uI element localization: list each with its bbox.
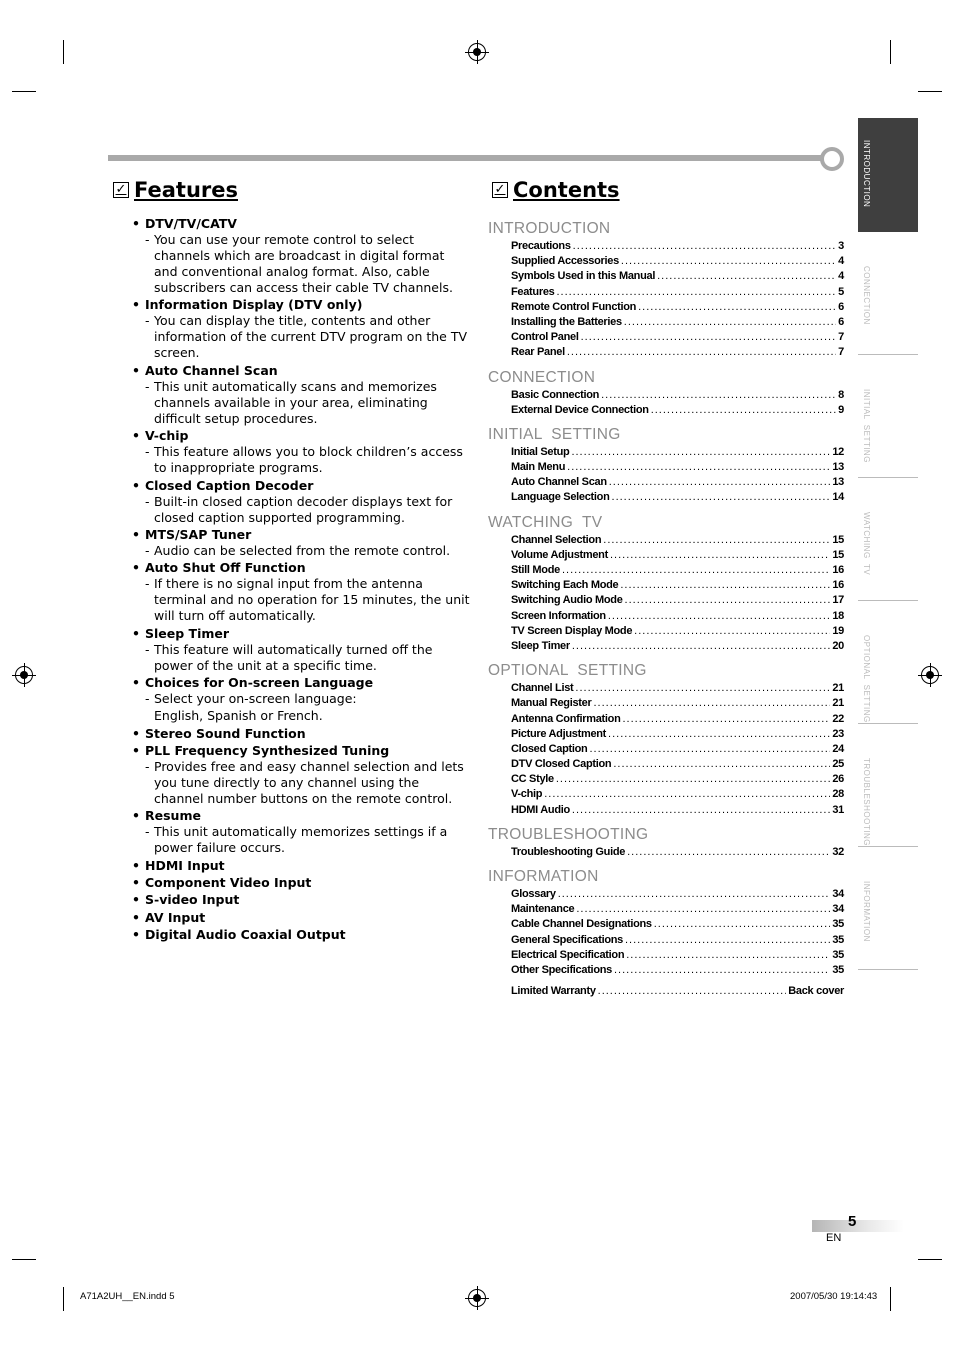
toc-entry[interactable]: [488, 239, 844, 254]
crop-mark: [12, 91, 36, 92]
registration-mark-icon: [468, 1289, 486, 1307]
toc-entry-label: CC Style: [511, 773, 554, 786]
toc-entry[interactable]: [488, 845, 844, 860]
toc-entry-page: 5: [838, 285, 844, 298]
toc-entry[interactable]: [488, 533, 844, 548]
feature-title: • Auto Shut Off Function: [131, 560, 471, 576]
toc-entry-page: 6: [838, 300, 844, 313]
toc-leader-dots: [603, 533, 830, 548]
toc-entry-page: 32: [832, 845, 844, 858]
toc-section-title: WATCHING TV: [488, 513, 603, 531]
contents-heading: [492, 178, 620, 202]
toc-entry-label: Closed Caption: [511, 742, 588, 755]
feature-description: - Built-in closed caption decoder displays text for closed caption supported programming.: [131, 494, 471, 526]
toc-entry-page: 13: [832, 476, 844, 489]
toc-entry-page: 4: [838, 270, 844, 283]
toc-entry[interactable]: [488, 887, 844, 902]
toc-entry-label: Initial Setup: [511, 445, 570, 458]
section-tab-label: TROUBLESHOOTING: [862, 758, 871, 846]
section-tab[interactable]: [858, 490, 918, 601]
toc-entry-label: Limited Warranty: [511, 985, 596, 998]
toc-leader-dots: [589, 742, 830, 757]
toc-leader-dots: [601, 388, 836, 403]
toc-leader-dots: [613, 757, 830, 772]
toc-entry[interactable]: [488, 696, 844, 711]
feature-description: - This feature allows you to block children’s access to inappropriate programs.: [131, 444, 471, 476]
feature-title: • S-video Input: [131, 892, 471, 908]
checkbox-icon: ✓: [113, 182, 129, 198]
toc-entry[interactable]: [488, 681, 844, 696]
toc-leader-dots: [657, 269, 836, 284]
toc-entry[interactable]: [488, 345, 844, 360]
toc-entry[interactable]: [488, 933, 844, 948]
toc-entry-label: Antenna Confirmation: [511, 712, 621, 725]
feature-title: • DTV/TV/CATV: [131, 216, 471, 232]
feature-item: [131, 297, 471, 361]
toc-entry-label: Precautions: [511, 240, 571, 252]
toc-entry-page: 31: [832, 803, 844, 816]
toc-entry-label: Main Menu: [511, 461, 566, 474]
toc-entry-page: 16: [832, 564, 844, 576]
toc-entry-label: Supplied Accessories: [511, 255, 619, 268]
toc-entry-label: Sleep Timer: [511, 639, 570, 652]
toc-entry[interactable]: [488, 403, 844, 418]
toc-entry[interactable]: [488, 563, 844, 578]
feature-title: • Stereo Sound Function: [131, 726, 471, 742]
toc-entry-page: 35: [832, 933, 844, 946]
crop-mark: [918, 91, 942, 92]
section-tab[interactable]: [858, 613, 918, 724]
feature-item: [131, 892, 471, 908]
feature-description: - This unit automatically memorizes settings if a power failure occurs.: [131, 824, 471, 856]
toc-entry[interactable]: [488, 727, 844, 742]
toc-leader-dots: [573, 239, 837, 254]
toc-entry-label: Channel List: [511, 682, 574, 695]
toc-leader-dots: [623, 712, 831, 727]
feature-title: • MTS/SAP Tuner: [131, 527, 471, 543]
section-tab[interactable]: [858, 736, 918, 847]
toc-entry-label: General Specifications: [511, 933, 623, 946]
toc-entry-label: Electrical Specification: [511, 948, 625, 961]
toc-leader-dots: [626, 948, 830, 963]
features-heading-text: Features: [134, 178, 238, 202]
crop-mark: [12, 1259, 36, 1260]
toc-leader-dots: [654, 917, 831, 932]
section-tab-label: OPTIONAL SETTING: [862, 635, 871, 723]
toc-leader-dots: [556, 772, 831, 787]
feature-title: • Digital Audio Coaxial Output: [131, 927, 471, 943]
toc-leader-dots: [627, 845, 830, 860]
table-of-contents: [488, 220, 844, 999]
toc-entry-label: Auto Channel Scan: [511, 476, 607, 489]
registration-mark-icon: [921, 666, 939, 684]
feature-item: [131, 875, 471, 891]
toc-entry-page: 15: [832, 533, 844, 546]
feature-description-continued: English, Spanish or French.: [154, 708, 323, 724]
toc-leader-dots: [625, 933, 830, 948]
toc-leader-dots: [651, 403, 836, 418]
feature-description: - Audio can be selected from the remote control.: [131, 543, 471, 559]
toc-entry[interactable]: [488, 712, 844, 727]
toc-leader-dots: [575, 681, 830, 696]
language-code: EN: [826, 1232, 842, 1244]
feature-title: • AV Input: [131, 910, 471, 926]
toc-entry[interactable]: [488, 742, 844, 757]
section-tab-label: INITIAL SETTING: [862, 389, 871, 463]
toc-section-title: TROUBLESHOOTING: [488, 825, 649, 843]
toc-entry-page: 34: [832, 903, 844, 916]
toc-entry-page: 16: [832, 579, 844, 592]
toc-section-title: INFORMATION: [488, 868, 599, 885]
toc-section-title: INITIAL SETTING: [488, 425, 621, 443]
feature-title: • Closed Caption Decoder: [131, 478, 471, 494]
feature-item: [131, 675, 471, 724]
toc-leader-dots: [624, 315, 836, 330]
toc-entry[interactable]: [488, 578, 844, 593]
toc-leader-dots: [608, 727, 830, 742]
toc-entry-label: Manual Register: [511, 697, 592, 710]
toc-entry-label: DTV Closed Caption: [511, 758, 612, 771]
toc-entry-page: 15: [832, 548, 844, 561]
toc-entry[interactable]: [488, 984, 844, 999]
toc-leader-dots: [571, 445, 830, 460]
toc-entry[interactable]: [488, 548, 844, 563]
toc-entry-page: 7: [838, 331, 844, 344]
toc-entry-label: External Device Connection: [511, 403, 649, 416]
toc-leader-dots: [598, 984, 787, 999]
toc-entry-page: 28: [832, 788, 844, 801]
toc-entry-page: 22: [832, 712, 844, 725]
feature-item: [131, 726, 471, 742]
toc-entry-label: Channel Selection: [511, 533, 602, 546]
toc-entry-page: Back cover: [788, 985, 844, 998]
contents-heading-text: Contents: [513, 178, 620, 202]
section-tab[interactable]: [858, 118, 918, 232]
feature-item: [131, 478, 471, 526]
toc-leader-dots: [625, 593, 831, 608]
feature-description: - You can use your remote control to select channels which are broadcast in digital format and conventional analog format. Also, cable subscribers can access their cable TV channels.: [131, 232, 471, 296]
toc-entry-page: 35: [832, 918, 844, 931]
toc-leader-dots: [608, 609, 831, 624]
toc-entry[interactable]: [488, 269, 844, 284]
feature-item: [131, 910, 471, 926]
header-rule: [108, 155, 824, 161]
toc-entry-page: 14: [832, 491, 844, 504]
toc-leader-dots: [576, 902, 830, 917]
checkbox-icon: ✓: [492, 182, 508, 198]
toc-entry-label: Picture Adjustment: [511, 727, 607, 740]
toc-section-title: OPTIONAL SETTING: [488, 662, 647, 680]
toc-entry[interactable]: [488, 803, 844, 818]
toc-leader-dots: [614, 963, 830, 978]
toc-entry-label: Troubleshooting Guide: [511, 845, 626, 858]
toc-entry-page: 23: [832, 727, 844, 740]
feature-item: [131, 428, 471, 476]
toc-entry-label: Glossary: [511, 888, 556, 900]
crop-mark: [890, 1287, 891, 1311]
footer-file-name: A71A2UH__EN.indd 5: [80, 1291, 175, 1302]
toc-entry-page: 20: [832, 639, 844, 652]
section-tab-label: INTRODUCTION: [862, 140, 871, 208]
toc-entry-page: 8: [838, 388, 844, 401]
crop-mark: [918, 1259, 942, 1260]
section-tab[interactable]: [858, 367, 918, 478]
toc-entry-page: 19: [832, 624, 844, 637]
feature-title: • Information Display (DTV only): [131, 297, 471, 313]
section-tab-label: INFORMATION: [862, 881, 871, 942]
toc-entry-page: 4: [838, 255, 844, 268]
toc-leader-dots: [612, 490, 831, 505]
feature-description: - Select your on-screen language:: [131, 691, 471, 707]
toc-entry[interactable]: [488, 285, 844, 300]
footer-timestamp: 2007/05/30 19:14:43: [790, 1291, 878, 1302]
toc-leader-dots: [567, 460, 830, 475]
toc-leader-dots: [593, 696, 830, 711]
section-tab-label: WATCHING TV: [862, 512, 871, 576]
toc-entry-label: Cable Channel Designations: [511, 918, 652, 931]
section-tab[interactable]: [858, 859, 918, 970]
toc-entry-label: Remote Control Function: [511, 300, 637, 313]
toc-leader-dots: [621, 254, 836, 269]
toc-entry-label: Control Panel: [511, 331, 579, 344]
toc-entry-page: 35: [832, 948, 844, 961]
toc-entry[interactable]: [488, 963, 844, 978]
features-list: [131, 216, 471, 945]
toc-leader-dots: [638, 300, 836, 315]
toc-entry-label: Features: [511, 285, 555, 298]
toc-leader-dots: [581, 330, 837, 345]
feature-title: • Component Video Input: [131, 875, 471, 891]
feature-item: [131, 363, 471, 427]
toc-entry-label: Basic Connection: [511, 388, 600, 401]
toc-entry-label: HDMI Audio: [511, 803, 570, 816]
toc-entry-page: 35: [832, 963, 844, 976]
toc-entry-page: 25: [832, 758, 844, 771]
toc-entry-page: 34: [832, 888, 844, 900]
crop-mark: [63, 1287, 64, 1311]
toc-leader-dots: [610, 548, 830, 563]
feature-item: [131, 808, 471, 856]
toc-entry-page: 17: [832, 594, 844, 607]
feature-description: - This feature will automatically turned off the power of the unit at a specific time.: [131, 642, 471, 674]
toc-entry[interactable]: [488, 757, 844, 772]
toc-entry-label: Volume Adjustment: [511, 548, 608, 561]
toc-entry-label: Rear Panel: [511, 346, 565, 359]
feature-title: • Resume: [131, 808, 471, 824]
toc-entry[interactable]: [488, 445, 844, 460]
toc-entry[interactable]: [488, 475, 844, 490]
toc-entry-page: 7: [838, 346, 844, 359]
toc-entry[interactable]: [488, 624, 844, 639]
toc-entry-page: 3: [838, 240, 844, 252]
toc-entry-page: 6: [838, 315, 844, 328]
feature-item: [131, 626, 471, 674]
toc-entry-label: TV Screen Display Mode: [511, 624, 633, 637]
toc-entry-page: 12: [832, 445, 844, 458]
toc-entry-page: 26: [832, 773, 844, 786]
feature-description: - This unit automatically scans and memorizes channels available in your area, eliminating difficult setup procedures.: [131, 379, 471, 427]
toc-leader-dots: [620, 578, 830, 593]
crop-mark: [63, 40, 64, 64]
toc-entry[interactable]: [488, 609, 844, 624]
registration-mark-icon: [468, 43, 486, 61]
toc-leader-dots: [567, 345, 836, 360]
toc-leader-dots: [572, 639, 830, 654]
feature-description: - You can display the title, contents and other information of the current DTV program on the TV screen.: [131, 313, 471, 361]
feature-title: • PLL Frequency Synthesized Tuning: [131, 743, 471, 759]
toc-entry-label: Installing the Batteries: [511, 315, 622, 328]
header-rule-end-icon: [820, 147, 844, 171]
toc-leader-dots: [634, 624, 830, 639]
toc-entry[interactable]: [488, 772, 844, 787]
toc-entry-page: 9: [838, 403, 844, 416]
toc-entry-page: 13: [832, 461, 844, 474]
feature-description: - If there is no signal input from the antenna terminal and no operation for 15 minutes, the unit will turn off automatically.: [131, 576, 471, 624]
toc-leader-dots: [562, 563, 830, 578]
toc-entry-label: Maintenance: [511, 903, 575, 916]
toc-entry-label: Language Selection: [511, 491, 610, 504]
toc-leader-dots: [572, 803, 830, 818]
feature-description: - Provides free and easy channel selection and lets you tune directly to any channel using the channel number buttons on the remote control.: [131, 759, 471, 807]
feature-item: [131, 216, 471, 296]
toc-entry-label: Symbols Used in this Manual: [511, 270, 656, 283]
registration-mark-icon: [15, 666, 33, 684]
toc-entry-label: Other Specifications: [511, 963, 612, 976]
feature-item: [131, 858, 471, 874]
toc-entry-page: 24: [832, 742, 844, 755]
page-number: 5: [848, 1213, 857, 1230]
feature-item: [131, 560, 471, 624]
toc-entry-label: V-chip: [511, 788, 543, 801]
feature-title: • V-chip: [131, 428, 471, 444]
feature-title: • HDMI Input: [131, 858, 471, 874]
toc-entry[interactable]: [488, 388, 844, 403]
toc-entry[interactable]: [488, 639, 844, 654]
toc-entry[interactable]: [488, 948, 844, 963]
toc-entry[interactable]: [488, 315, 844, 330]
toc-entry-label: Screen Information: [511, 609, 606, 622]
section-tabs: [858, 118, 918, 982]
toc-entry[interactable]: [488, 460, 844, 475]
toc-section-title: CONNECTION: [488, 368, 596, 386]
toc-entry-page: 21: [832, 697, 844, 710]
toc-entry-label: Switching Each Mode: [511, 579, 619, 592]
feature-title: • Auto Channel Scan: [131, 363, 471, 379]
feature-title: • Sleep Timer: [131, 626, 471, 642]
feature-item: [131, 927, 471, 943]
toc-leader-dots: [558, 887, 831, 902]
toc-entry-page: 21: [832, 682, 844, 695]
toc-leader-dots: [556, 285, 836, 300]
toc-entry[interactable]: [488, 593, 844, 608]
feature-item: [131, 527, 471, 559]
page-number-bar: [812, 1220, 904, 1232]
features-heading: [113, 178, 238, 202]
toc-entry-label: Switching Audio Mode: [511, 594, 623, 607]
toc-section-title: INTRODUCTION: [488, 220, 611, 237]
crop-mark: [890, 40, 891, 64]
feature-item: [131, 743, 471, 807]
toc-entry-label: Still Mode: [511, 564, 560, 576]
toc-entry[interactable]: [488, 902, 844, 917]
toc-entry[interactable]: [488, 254, 844, 269]
feature-title: • Choices for On-screen Language: [131, 675, 471, 691]
toc-leader-dots: [544, 787, 830, 802]
toc-entry[interactable]: [488, 330, 844, 345]
toc-entry[interactable]: [488, 300, 844, 315]
toc-entry-page: 18: [832, 609, 844, 622]
toc-entry[interactable]: [488, 490, 844, 505]
toc-entry[interactable]: [488, 917, 844, 932]
toc-entry[interactable]: [488, 787, 844, 802]
section-tab-label: CONNECTION: [862, 266, 871, 325]
section-tab[interactable]: [858, 244, 918, 355]
toc-leader-dots: [609, 475, 831, 490]
